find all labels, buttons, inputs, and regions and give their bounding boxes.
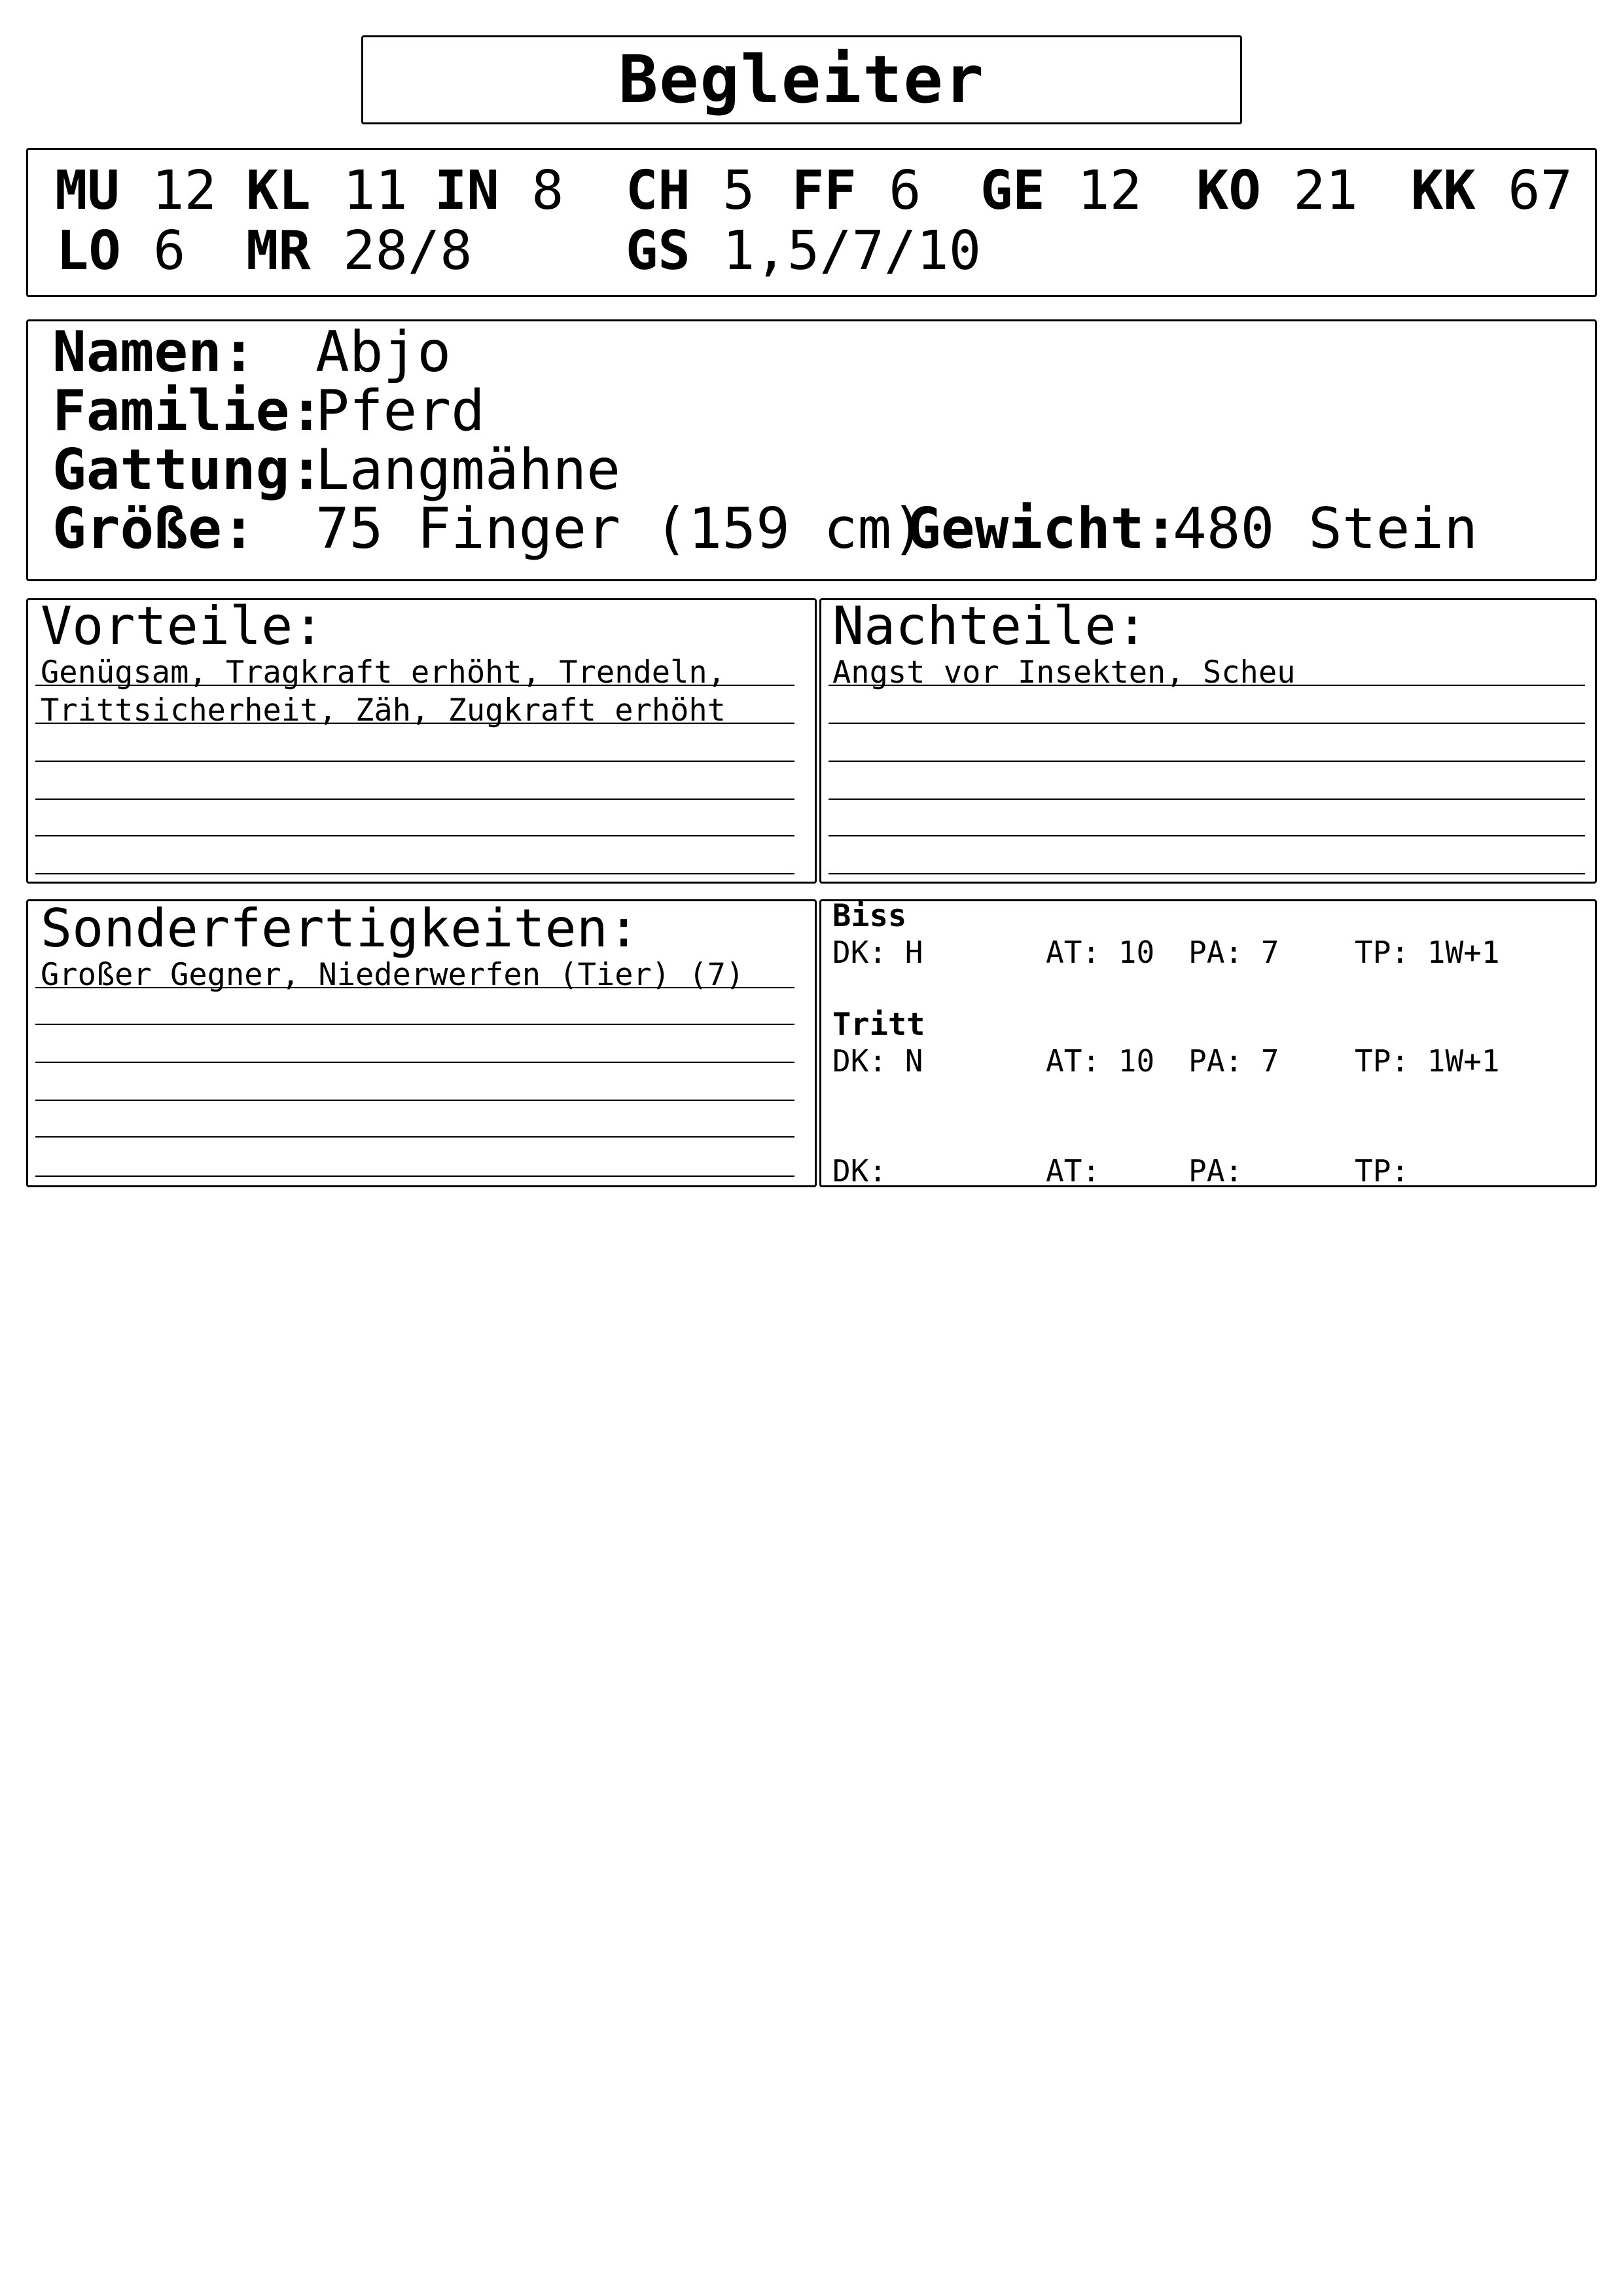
sonderfertigkeiten-rule [35, 987, 794, 988]
nachteile-rule [829, 873, 1585, 874]
attack-3-pa: PA: [1188, 1153, 1243, 1189]
nachteile-rule [829, 761, 1585, 762]
attack-3-tp: TP: [1355, 1153, 1410, 1189]
stat-value: 6 [153, 220, 186, 282]
nachteile-heading: Nachteile: [832, 596, 1148, 656]
stat-value: 5 [722, 160, 755, 222]
genus-value: Langmähne [315, 437, 620, 503]
attack-2-name: Tritt [832, 1007, 925, 1043]
stat-value: 11 [343, 160, 408, 222]
nachteile-rule [829, 798, 1585, 800]
genus-label: Gattung: [52, 437, 324, 503]
stat-label: FF [792, 160, 857, 222]
stat-value: 6 [889, 160, 921, 222]
vorteile-rule [35, 761, 794, 762]
stat-label: KL [246, 160, 311, 222]
stat-kk [1411, 160, 1573, 222]
stat-ff [792, 160, 921, 222]
attack-2-at: AT: 10 [1046, 1043, 1155, 1079]
stat-label: GE [980, 160, 1045, 222]
family-value: Pferd [315, 378, 485, 444]
attack-1-at: AT: 10 [1046, 935, 1155, 970]
stat-value: 12 [152, 160, 217, 222]
attack-1-tp: TP: 1W+1 [1355, 935, 1500, 970]
attack-1-name: Biss [832, 898, 907, 934]
stat-value: 67 [1508, 160, 1573, 222]
sonderfertigkeiten-line-1: Großer Gegner, Niederwerfen (Tier) (7) [41, 957, 745, 993]
stat-gs [626, 220, 981, 282]
vorteile-rule [35, 723, 794, 724]
stat-label: LO [56, 220, 121, 282]
weight-value: 480 Stein [1173, 496, 1478, 562]
stat-label: IN [435, 160, 499, 222]
page-title: Begleiter [618, 41, 985, 118]
stat-kl [246, 160, 408, 222]
size-label: Größe: [52, 496, 256, 562]
stat-lo [56, 220, 186, 282]
sonderfertigkeiten-rule [35, 1136, 794, 1138]
stat-label: MU [55, 160, 120, 222]
stat-ge [980, 160, 1142, 222]
stat-label: CH [626, 160, 690, 222]
nachteile-rule [829, 835, 1585, 836]
vorteile-rule [35, 798, 794, 800]
attack-3-at: AT: [1046, 1153, 1101, 1189]
vorteile-rule [35, 685, 794, 686]
sonderfertigkeiten-heading: Sonderfertigkeiten: [41, 898, 640, 959]
vorteile-line-1: Genügsam, Tragkraft erhöht, Trendeln, [41, 655, 726, 691]
sonderfertigkeiten-rule [35, 1062, 794, 1063]
attack-3-dk: DK: [832, 1153, 887, 1189]
vorteile-line-2: Trittsicherheit, Zäh, Zugkraft erhöht [41, 692, 726, 728]
size-value: 75 Finger (159 cm) [315, 496, 925, 562]
stat-value: 8 [531, 160, 564, 222]
nachteile-line-1: Angst vor Insekten, Scheu [832, 655, 1296, 691]
vorteile-rule [35, 835, 794, 836]
weight-label: Gewicht: [907, 496, 1179, 562]
sonderfertigkeiten-rule [35, 1024, 794, 1025]
sonderfertigkeiten-rule [35, 1100, 794, 1101]
stat-label: KO [1196, 160, 1261, 222]
nachteile-rule [829, 685, 1585, 686]
nachteile-rule [829, 723, 1585, 724]
stat-value: 1,5/7/10 [722, 220, 982, 282]
name-label: Namen: [52, 319, 256, 385]
vorteile-rule [35, 873, 794, 874]
attack-1-dk: DK: H [832, 935, 923, 970]
attack-2-tp: TP: 1W+1 [1355, 1043, 1500, 1079]
stat-value: 12 [1077, 160, 1142, 222]
stat-in [435, 160, 564, 222]
stat-ch [626, 160, 755, 222]
stat-value: 28/8 [343, 220, 473, 282]
stat-label: KK [1411, 160, 1476, 222]
attack-2-dk: DK: N [832, 1043, 923, 1079]
name-value: Abjo [315, 319, 452, 385]
attack-1-pa: PA: 7 [1188, 935, 1279, 970]
stat-value: 21 [1293, 160, 1358, 222]
attack-2-pa: PA: 7 [1188, 1043, 1279, 1079]
stat-mr [246, 220, 473, 282]
stat-label: MR [246, 220, 311, 282]
stat-ko [1196, 160, 1358, 222]
family-label: Familie: [52, 378, 324, 444]
vorteile-heading: Vorteile: [41, 596, 325, 656]
stat-label: GS [626, 220, 690, 282]
stat-mu [55, 160, 217, 222]
sonderfertigkeiten-rule [35, 1175, 794, 1177]
